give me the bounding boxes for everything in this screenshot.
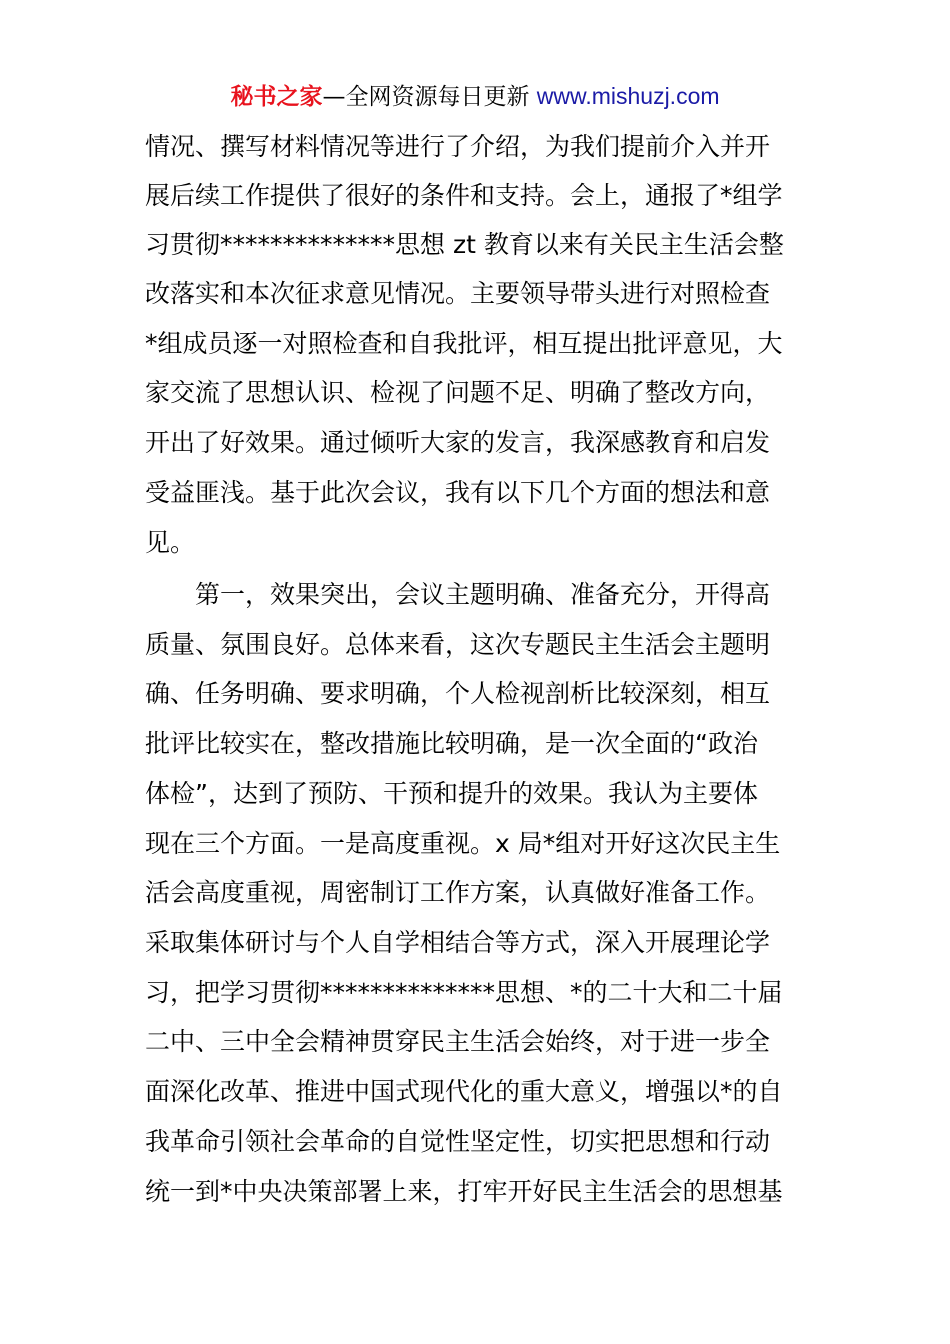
- text-line: 质量、氛围良好。总体来看，这次专题民主生活会主题明: [145, 630, 771, 659]
- text-line: 见。: [145, 528, 196, 557]
- site-brand: 秘书之家: [230, 84, 323, 110]
- text-line: 习，把学习贯彻**************思想、*的二十大和二十届: [145, 978, 783, 1007]
- text-line: 受益匪浅。基于此次会议，我有以下几个方面的想法和意: [145, 478, 771, 507]
- text-line: 现在三个方面。一是高度重视。x 局*组对开好这次民主生: [145, 829, 781, 858]
- paragraph-start-line: 第一，效果突出，会议主题明确、准备充分，开得高: [195, 580, 771, 609]
- text-line: 批评比较实在，整改措施比较明确，是一次全面的“政治: [145, 729, 758, 758]
- text-line: 家交流了思想认识、检视了问题不足、明确了整改方向，: [145, 378, 771, 407]
- text-line: 采取集体研讨与个人自学相结合等方式，深入开展理论学: [145, 928, 771, 957]
- text-line: 面深化改革、推进中国式现代化的重大意义，增强以*的自: [145, 1077, 783, 1106]
- text-line: 改落实和本次征求意见情况。主要领导带头进行对照检查: [145, 279, 771, 308]
- text-line: 统一到*中央决策部署上来，打牢开好民主生活会的思想基: [145, 1177, 783, 1206]
- text-line: 开出了好效果。通过倾听大家的发言，我深感教育和启发: [145, 428, 771, 457]
- text-line: 我革命引领社会革命的自觉性坚定性，切实把思想和行动: [145, 1127, 771, 1156]
- text-line: *组成员逐一对照检查和自我批评，相互提出批评意见，大: [145, 329, 783, 358]
- text-line: 活会高度重视，周密制订工作方案，认真做好准备工作。: [145, 878, 771, 907]
- site-url-link[interactable]: www.mishuzj.com: [536, 83, 720, 109]
- site-header: [0, 80, 950, 113]
- text-line: 二中、三中全会精神贯穿民主生活会始终，对于进一步全: [145, 1027, 771, 1056]
- text-line: 习贯彻**************思想 zt 教育以来有关民主生活会整: [145, 230, 784, 259]
- text-line: 展后续工作提供了很好的条件和支持。会上，通报了*组学: [145, 181, 783, 210]
- text-line: 确、任务明确、要求明确，个人检视剖析比较深刻，相互: [145, 679, 771, 708]
- text-line: 体检”，达到了预防、干预和提升的效果。我认为主要体: [145, 779, 758, 808]
- site-tagline: —全网资源每日更新: [322, 84, 537, 110]
- text-line: 情况、撰写材料情况等进行了介绍，为我们提前介入并开: [145, 132, 771, 161]
